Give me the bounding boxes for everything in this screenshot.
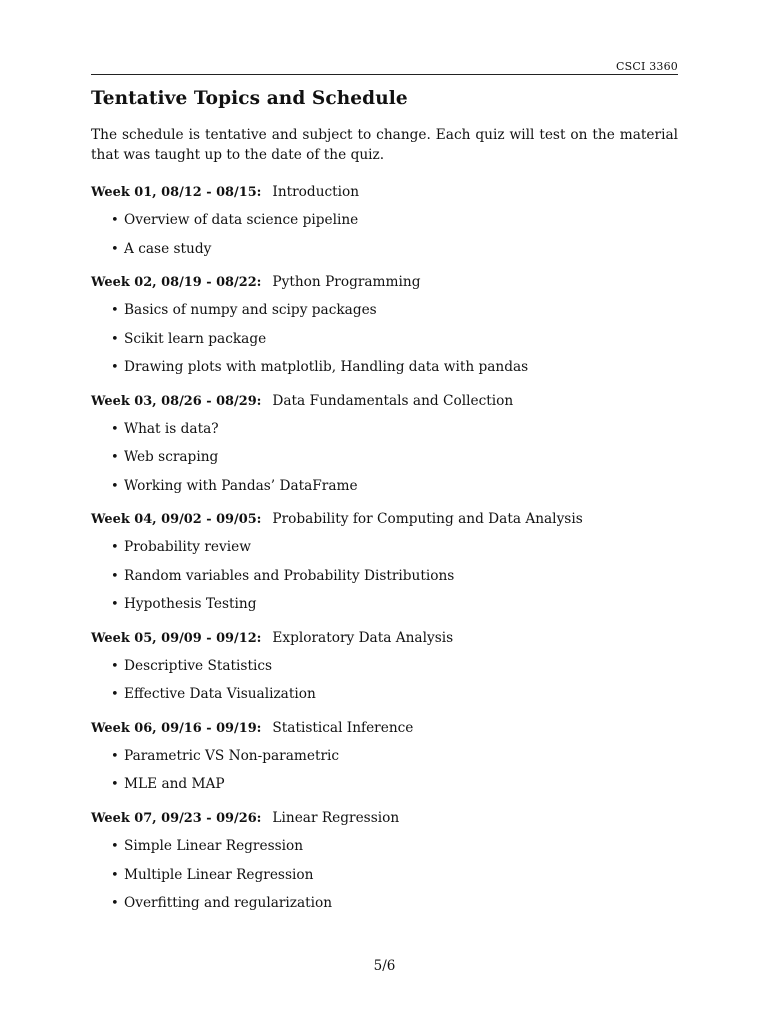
bullet-icon: • <box>111 450 119 466</box>
week-topic: Linear Regression <box>272 810 400 827</box>
week-topic: Probability for Computing and Data Analysis <box>272 511 583 528</box>
week-topic: Statistical Inference <box>272 719 414 736</box>
week-topic: Python Programming <box>272 274 421 291</box>
header-rule <box>91 74 678 75</box>
topic-list <box>91 657 678 704</box>
week-block <box>91 719 678 795</box>
topic-text: Probability review <box>124 539 251 556</box>
topic-text: Web scraping <box>124 449 219 466</box>
topic-list <box>91 747 678 794</box>
topic-item <box>91 894 678 913</box>
week-label: Week 01, 08/12 - 08/15: <box>91 185 262 200</box>
topic-item <box>91 477 678 496</box>
bullet-icon: • <box>111 777 119 793</box>
week-topic: Data Fundamentals and Collection <box>272 392 514 409</box>
week-heading <box>91 510 678 529</box>
weekly-schedule <box>91 183 678 928</box>
week-block <box>91 629 678 705</box>
topic-item <box>91 866 678 885</box>
bullet-icon: • <box>111 540 119 556</box>
topic-text: What is data? <box>124 420 219 437</box>
topic-text: Working with Pandas’ DataFrame <box>124 477 358 494</box>
week-label: Week 05, 09/09 - 09/12: <box>91 630 262 646</box>
bullet-icon: • <box>111 895 119 911</box>
topic-list <box>91 538 678 614</box>
week-label: Week 02, 08/19 - 08/22: <box>91 275 262 291</box>
week-block <box>91 510 678 614</box>
week-block <box>91 809 678 913</box>
bullet-icon: • <box>111 213 119 229</box>
topic-list <box>91 420 678 496</box>
bullet-icon: • <box>111 331 119 347</box>
week-topic: Introduction <box>272 184 360 200</box>
bullet-icon: • <box>111 241 119 257</box>
week-heading <box>91 273 678 292</box>
bullet-icon: • <box>111 867 119 883</box>
document-page <box>91 0 678 1024</box>
week-block <box>91 392 678 496</box>
week-label: Week 06, 09/16 - 09/19: <box>91 720 262 736</box>
bullet-icon: • <box>111 478 119 494</box>
topic-item <box>91 420 678 439</box>
topic-text: MLE and MAP <box>124 776 225 793</box>
topic-item <box>91 747 678 766</box>
topic-text: Random variables and Probability Distributions <box>124 567 455 584</box>
topic-text: Overview of data science pipeline <box>124 212 359 229</box>
topic-item <box>91 448 678 467</box>
week-label: Week 07, 09/23 - 09/26: <box>91 811 262 827</box>
bullet-icon: • <box>111 303 119 319</box>
schedule-intro: The schedule is tentative and subject to change. Each quiz will test on the material that was taught up to the date of the quiz. <box>91 127 678 163</box>
week-heading <box>91 392 678 411</box>
topic-item <box>91 211 678 230</box>
bullet-icon: • <box>111 421 119 437</box>
bullet-icon: • <box>111 360 119 376</box>
topic-text: Parametric VS Non-parametric <box>124 748 340 765</box>
topic-text: Basics of numpy and scipy packages <box>124 302 377 319</box>
topic-item <box>91 775 678 794</box>
topic-text: A case study <box>124 240 212 257</box>
bullet-icon: • <box>111 687 119 703</box>
bullet-icon: • <box>111 658 119 674</box>
topic-item <box>91 595 678 614</box>
week-heading <box>91 183 678 202</box>
topic-list <box>91 837 678 913</box>
bullet-icon: • <box>111 597 119 613</box>
week-block <box>91 183 678 259</box>
topic-item <box>91 538 678 557</box>
course-code: CSCI 3360 <box>615 60 678 73</box>
topic-text: Multiple Linear Regression <box>124 866 314 883</box>
topic-list <box>91 301 678 377</box>
bullet-icon: • <box>111 839 119 855</box>
topic-item <box>91 657 678 676</box>
topic-item <box>91 330 678 349</box>
topic-list <box>91 211 678 258</box>
topic-text: Overfitting and regularization <box>124 894 333 911</box>
week-label: Week 03, 08/26 - 08/29: <box>91 393 262 409</box>
topic-text: Simple Linear Regression <box>124 838 304 855</box>
week-heading <box>91 629 678 648</box>
page-number: 5/6 <box>373 958 396 974</box>
week-topic: Exploratory Data Analysis <box>272 629 454 646</box>
topic-item <box>91 685 678 704</box>
topic-text: Descriptive Statistics <box>124 657 273 674</box>
week-heading <box>91 809 678 828</box>
topic-item <box>91 837 678 856</box>
bullet-icon: • <box>111 749 119 765</box>
week-block <box>91 273 678 377</box>
topic-text: Scikit learn package <box>124 330 267 347</box>
topic-text: Hypothesis Testing <box>124 596 257 613</box>
topic-item <box>91 358 678 377</box>
section-title: Tentative Topics and Schedule <box>91 88 408 109</box>
bullet-icon: • <box>111 568 119 584</box>
week-heading <box>91 719 678 738</box>
topic-text: Effective Data Visualization <box>124 686 316 703</box>
topic-item <box>91 240 678 259</box>
topic-text: Drawing plots with matplotlib, Handling data with pandas <box>124 359 529 376</box>
topic-item <box>91 567 678 586</box>
topic-item <box>91 301 678 320</box>
week-label: Week 04, 09/02 - 09/05: <box>91 512 262 528</box>
